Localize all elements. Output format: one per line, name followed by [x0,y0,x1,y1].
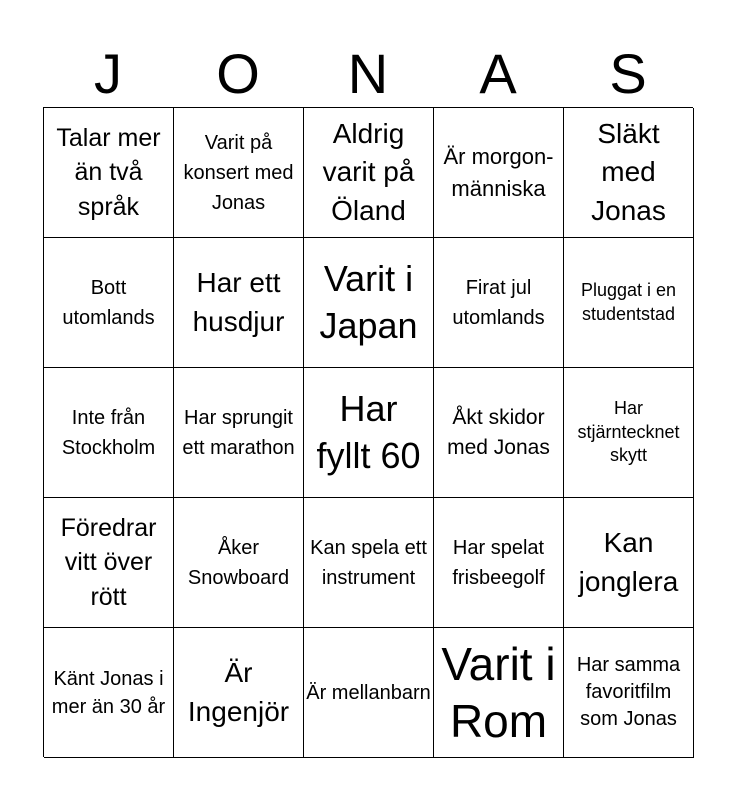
bingo-cell[interactable]: Är mellanbarn [304,628,434,758]
bingo-cell[interactable]: Åkt skidor med Jonas [434,368,564,498]
bingo-cell[interactable]: Har stjärntecknet skytt [564,368,694,498]
bingo-cell[interactable]: Firat jul utomlands [434,238,564,368]
bingo-cell[interactable]: Varit i Japan [304,238,434,368]
bingo-cell[interactable]: Inte från Stockholm [44,368,174,498]
bingo-cell[interactable]: Känt Jonas i mer än 30 år [44,628,174,758]
header-letter-a: A [479,42,517,105]
header-letter-n: N [347,42,389,105]
header-letter-s: S [609,42,647,105]
header-letter-j: J [94,42,122,105]
bingo-cell[interactable]: Pluggat i en studentstad [564,238,694,368]
bingo-header [43,40,693,108]
bingo-cell[interactable]: Föredrar vitt över rött [44,498,174,628]
bingo-cell[interactable]: Har samma favoritfilm som Jonas [564,628,694,758]
bingo-cell[interactable]: Kan spela ett instrument [304,498,434,628]
bingo-cell[interactable]: Är Ingenjör [174,628,304,758]
bingo-cell[interactable]: Släkt med Jonas [564,108,694,238]
bingo-cell[interactable]: Är morgon-människa [434,108,564,238]
bingo-cell[interactable]: Kan jonglera [564,498,694,628]
bingo-cell[interactable]: Har fyllt 60 [304,368,434,498]
bingo-cell[interactable]: Talar mer än två språk [44,108,174,238]
bingo-cell[interactable]: Har spelat frisbeegolf [434,498,564,628]
bingo-cell[interactable]: Bott utomlands [44,238,174,368]
bingo-board [43,107,693,757]
bingo-cell[interactable]: Har ett husdjur [174,238,304,368]
bingo-cell[interactable]: Varit i Rom [434,628,564,758]
bingo-cell[interactable]: Varit på konsert med Jonas [174,108,304,238]
header-letter-o: O [216,42,260,105]
bingo-cell[interactable]: Åker Snowboard [174,498,304,628]
bingo-cell[interactable]: Har sprungit ett marathon [174,368,304,498]
bingo-cell[interactable]: Aldrig varit på Öland [304,108,434,238]
